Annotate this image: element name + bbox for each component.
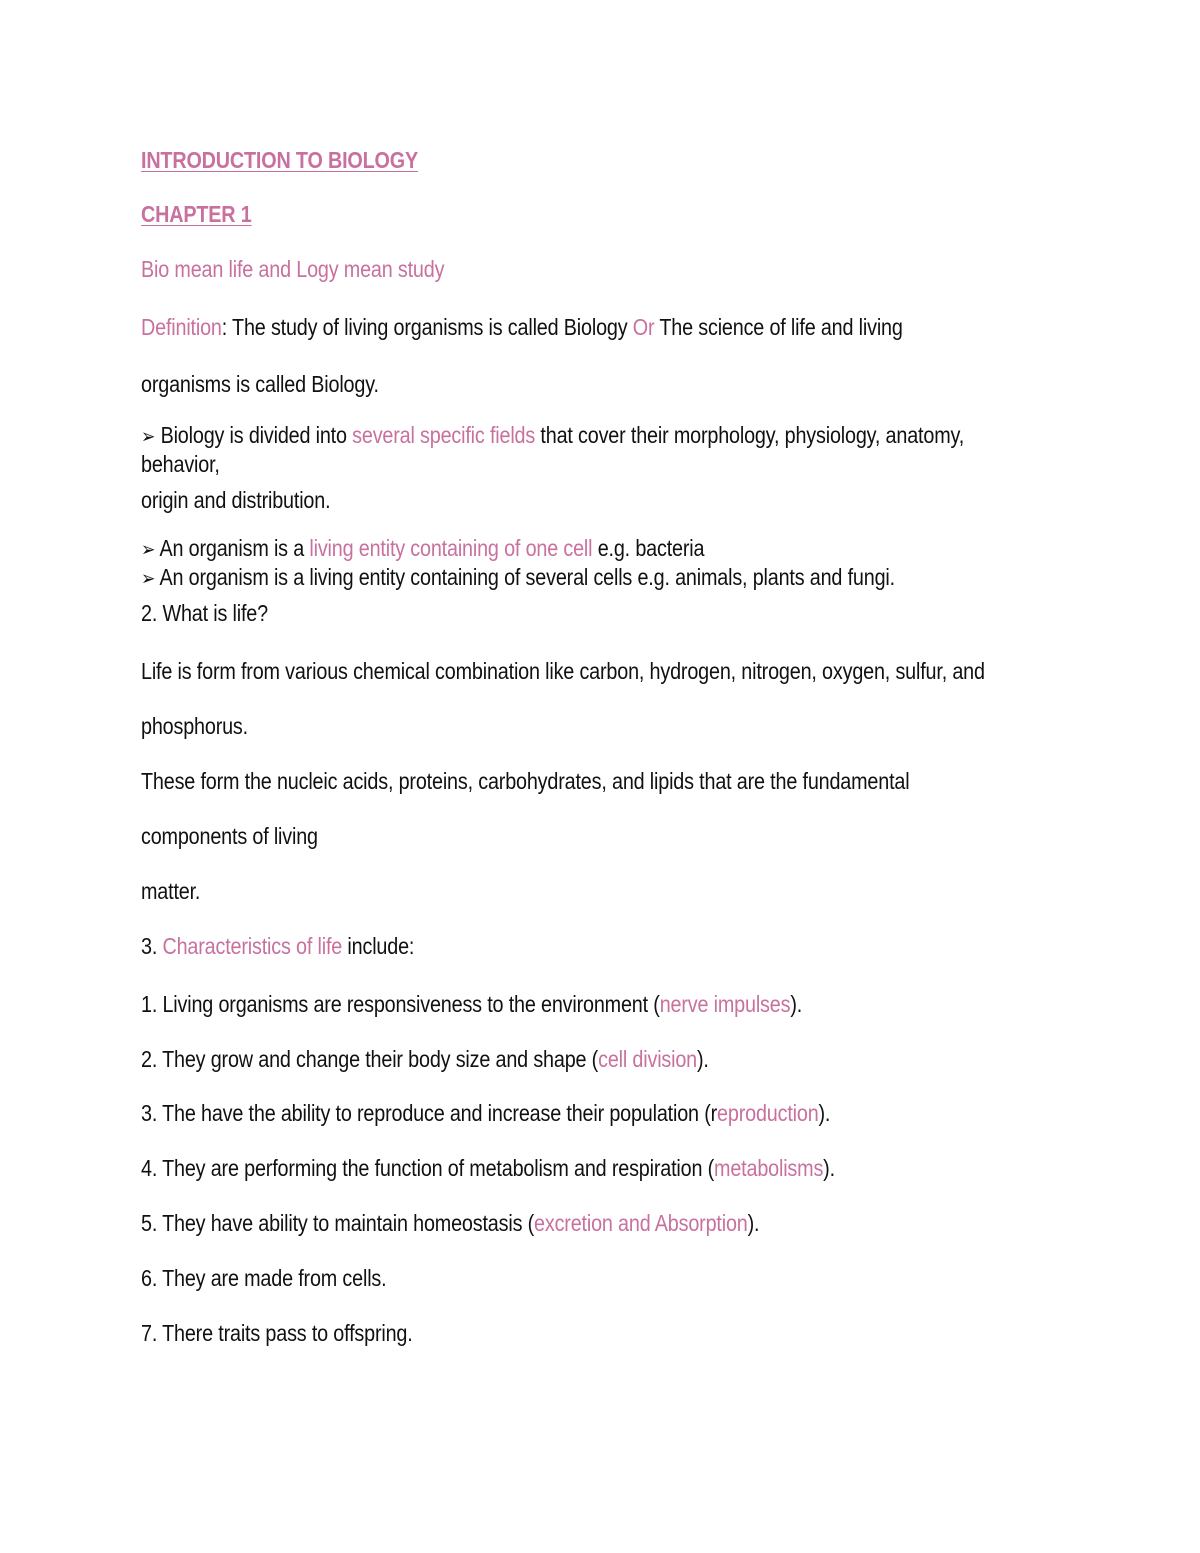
list-item-text: 6. They are made from cells. <box>141 1265 387 1291</box>
bullet-one-cell-highlight: living entity containing of one cell <box>309 535 593 561</box>
life-paragraph-1a: Life is form from various chemical combination like carbon, hydrogen, nitrogen, oxygen, sulfur, and <box>141 658 985 684</box>
definition-label: Definition <box>141 314 222 340</box>
list-item-text: 1. Living organisms are responsiveness to the environment ( <box>141 991 660 1017</box>
definition-text-1: The study of living organisms is called Biology <box>227 314 633 340</box>
definition-or: Or <box>632 314 655 340</box>
list-item-text: 3. The have the ability to reproduce and increase their population (r <box>141 1100 718 1126</box>
list-item <box>141 1154 835 1182</box>
list-item <box>141 1209 759 1237</box>
definition-text-2: The science of life and living <box>654 314 903 340</box>
bullet-several-cells-text: An organism is a living entity containing of several cells e.g. animals, plants and fungi. <box>155 564 895 590</box>
list-item <box>141 1319 413 1347</box>
life-paragraph-2b: components of living <box>141 823 318 849</box>
list-item-highlight: eproduction <box>717 1100 819 1126</box>
bullet-one-cell-post: e.g. bacteria <box>592 535 705 561</box>
list-item <box>141 990 802 1018</box>
list-item-end: ). <box>747 1210 760 1236</box>
list-item <box>141 1045 709 1073</box>
list-item-text: 5. They have ability to maintain homeostasis ( <box>141 1210 535 1236</box>
arrow-bullet-icon: ➢ <box>141 537 156 561</box>
list-item-end: ). <box>790 991 803 1017</box>
list-item-end: ). <box>823 1155 835 1181</box>
life-paragraph-1b: phosphorus. <box>141 713 248 739</box>
list-item-text: 2. They grow and change their body size and shape ( <box>141 1046 599 1072</box>
document-title: INTRODUCTION TO BIOLOGY <box>141 147 419 173</box>
list-item-highlight: nerve impulses <box>659 991 791 1017</box>
section-characteristics-highlight: Characteristics of life <box>162 933 343 959</box>
chapter-heading: CHAPTER 1 <box>141 201 252 227</box>
list-item-highlight: excretion and Absorption <box>534 1210 748 1236</box>
list-item-highlight: metabolisms <box>714 1155 824 1181</box>
list-item-text: 4. They are performing the function of metabolism and respiration ( <box>141 1155 715 1181</box>
list-item <box>141 1099 830 1127</box>
life-paragraph-2a: These form the nucleic acids, proteins, carbohydrates, and lipids that are the fundamental <box>141 768 910 794</box>
etymology-line: Bio mean life and Logy mean study <box>141 256 445 282</box>
arrow-bullet-icon: ➢ <box>141 424 156 448</box>
section-characteristics-post: include: <box>342 933 415 959</box>
section-what-is-life: 2. What is life? <box>141 600 268 626</box>
list-item-end: ). <box>697 1046 709 1072</box>
bullet-one-cell <box>141 534 704 563</box>
definition-continuation: organisms is called Biology. <box>141 371 379 397</box>
bullet-fields-cont-2: origin and distribution. <box>141 487 331 513</box>
list-item <box>141 1264 386 1292</box>
bullet-several-cells <box>141 563 895 592</box>
definition-colon: : <box>221 314 228 340</box>
definition-line <box>141 313 903 341</box>
life-paragraph-2c: matter. <box>141 878 201 904</box>
section-characteristics-num: 3. <box>141 933 163 959</box>
bullet-fields-highlight: several specific fields <box>352 422 536 448</box>
list-item-highlight: cell division <box>598 1046 698 1072</box>
bullet-fields-post: that cover their morphology, physiology, anatomy, <box>535 422 965 448</box>
bullet-fields <box>141 421 964 450</box>
list-item-text: 7. There traits pass to offspring. <box>141 1320 413 1346</box>
bullet-one-cell-pre: An organism is a <box>155 535 310 561</box>
section-characteristics <box>141 932 414 960</box>
bullet-fields-pre: Biology is divided into <box>155 422 353 448</box>
bullet-fields-cont-1: behavior, <box>141 451 220 477</box>
arrow-bullet-icon: ➢ <box>141 566 156 590</box>
list-item-end: ). <box>818 1100 831 1126</box>
